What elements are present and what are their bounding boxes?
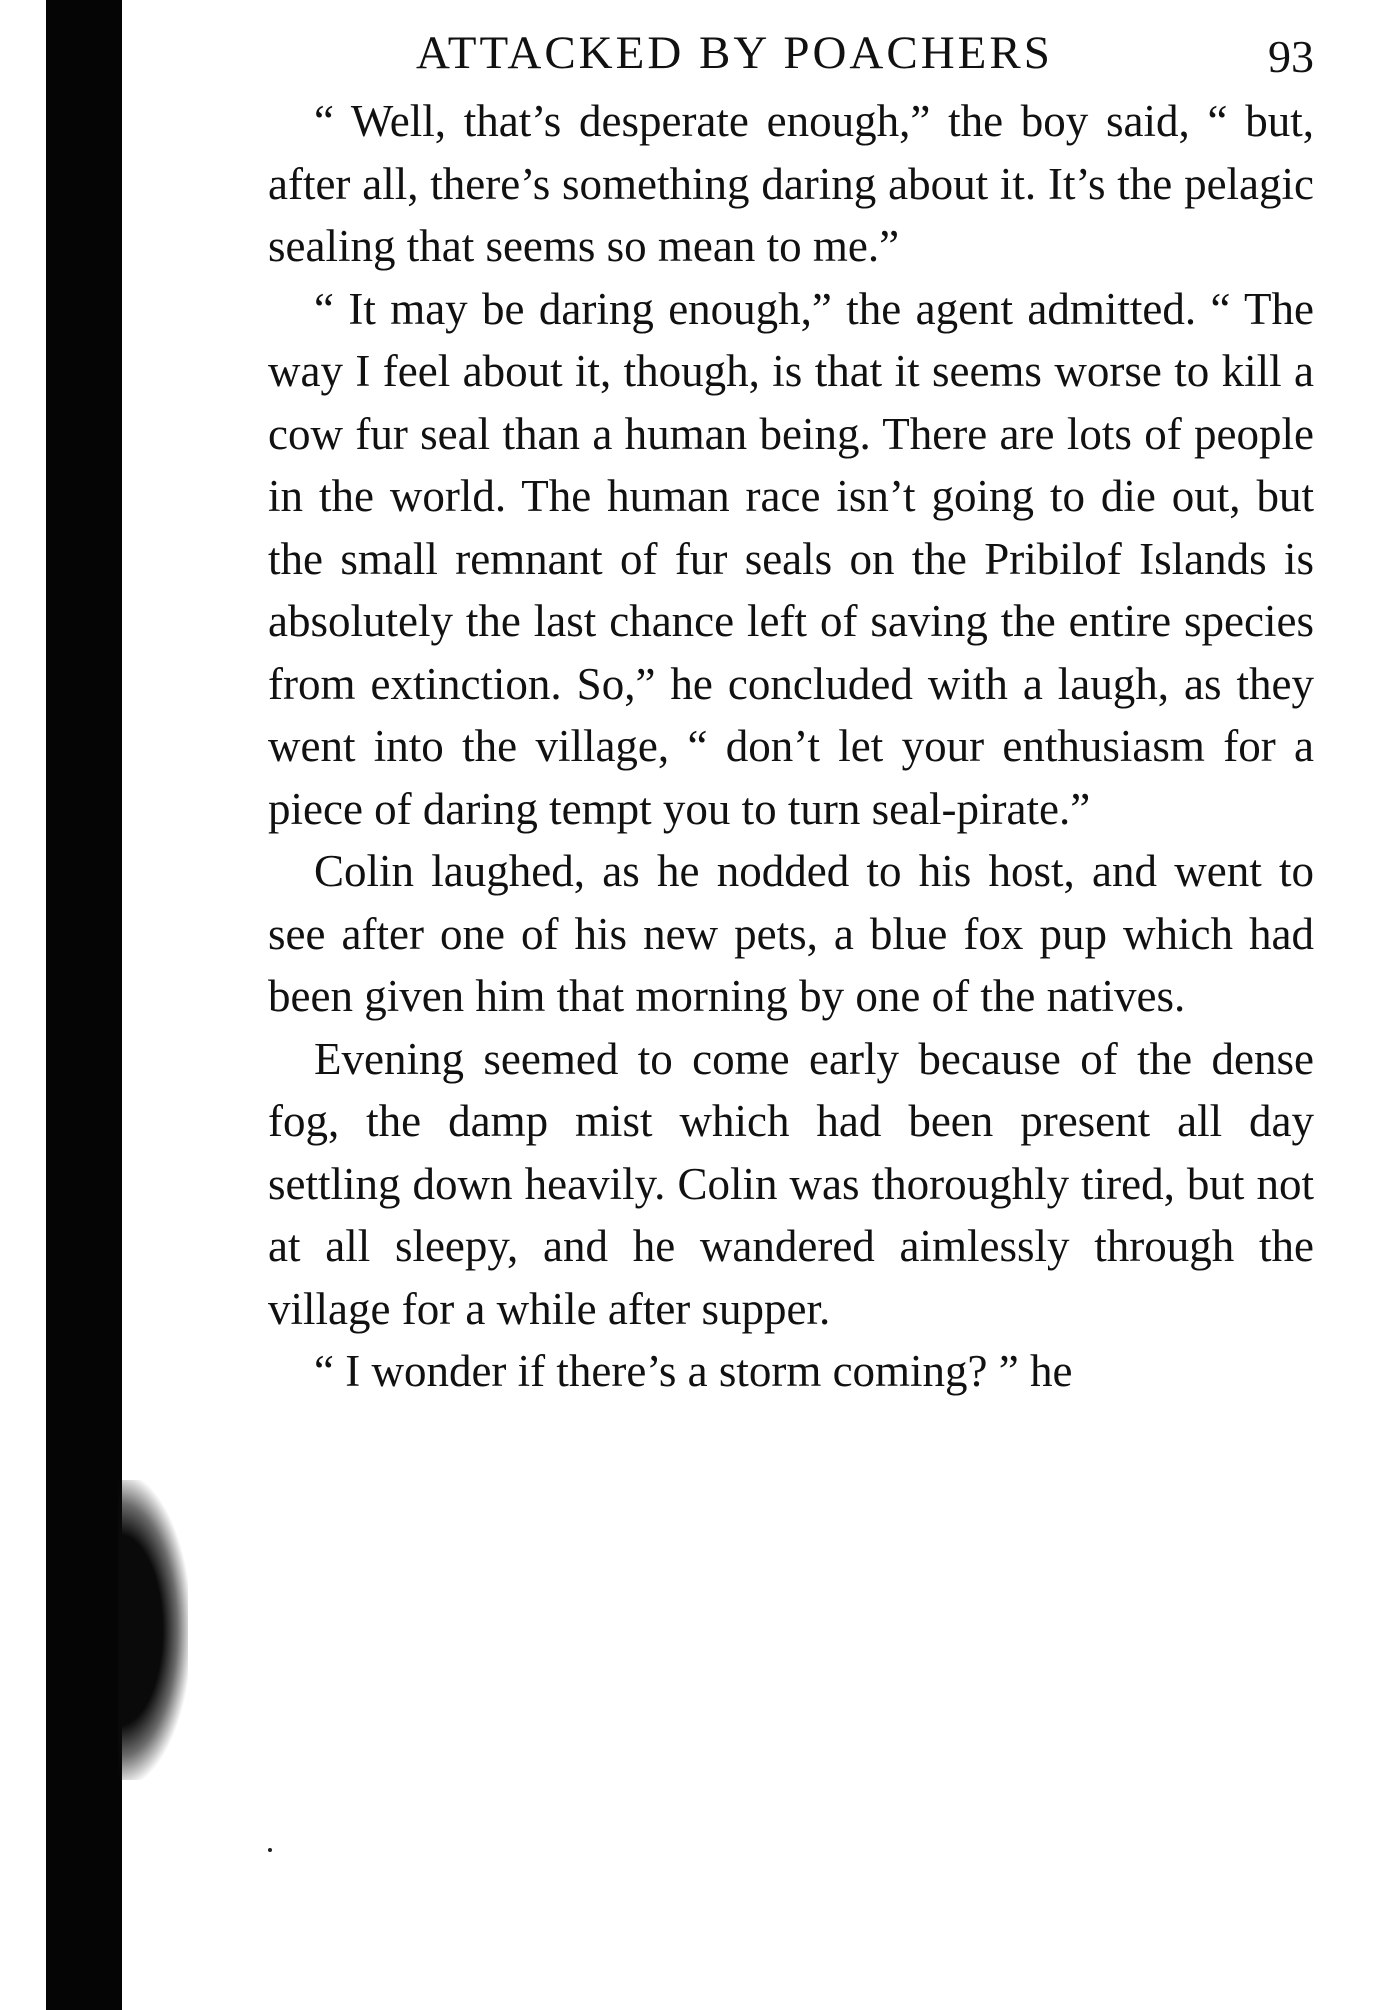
scan-speck	[268, 1848, 272, 1852]
paragraph: “ I wonder if there’s a storm coming? ” he	[314, 1346, 1073, 1396]
page-number: 93	[1268, 31, 1314, 82]
running-title: ATTACKED BY POACHERS	[416, 27, 1053, 79]
running-head	[268, 22, 1314, 90]
paragraph: “ Well, that’s desperate enough,” the boy said, “ but, after all, there’s something daring about it. It’s the pelagic sealing that seems so mean to me.”	[268, 96, 1314, 271]
paragraph: “ It may be daring enough,” the agent admitted. “ The way I feel about it, though, is that it seems worse to kill a cow fur seal than a human being. There are lots of people in the world. The human race isn’t going to die out, but the small remnant of fur seals on the Pribilof Islands is absolutely the last chance left of saving the entire species from extinction. So,” he concluded with a laugh, as they went into the village, “ don’t let your enthusiasm for a piece of daring tempt you to turn seal-pirate.”	[268, 283, 1314, 834]
paragraph: Colin laughed, as he nodded to his host, and went to see after one of his new pets, a blue fox pup which had been given him that morning by one of the natives.	[268, 846, 1314, 1021]
scan-binding-shadow	[46, 0, 122, 2010]
body-text	[268, 90, 1314, 1403]
scan-binding-notch	[118, 1480, 188, 1780]
paragraph: Evening seemed to come early because of the dense fog, the damp mist which had been present all day settling down heavily. Colin was thoroughly tired, but not at all sleepy, and he wandered aimlessly through the village for a while after supper.	[268, 1033, 1314, 1334]
book-page	[268, 22, 1314, 1403]
